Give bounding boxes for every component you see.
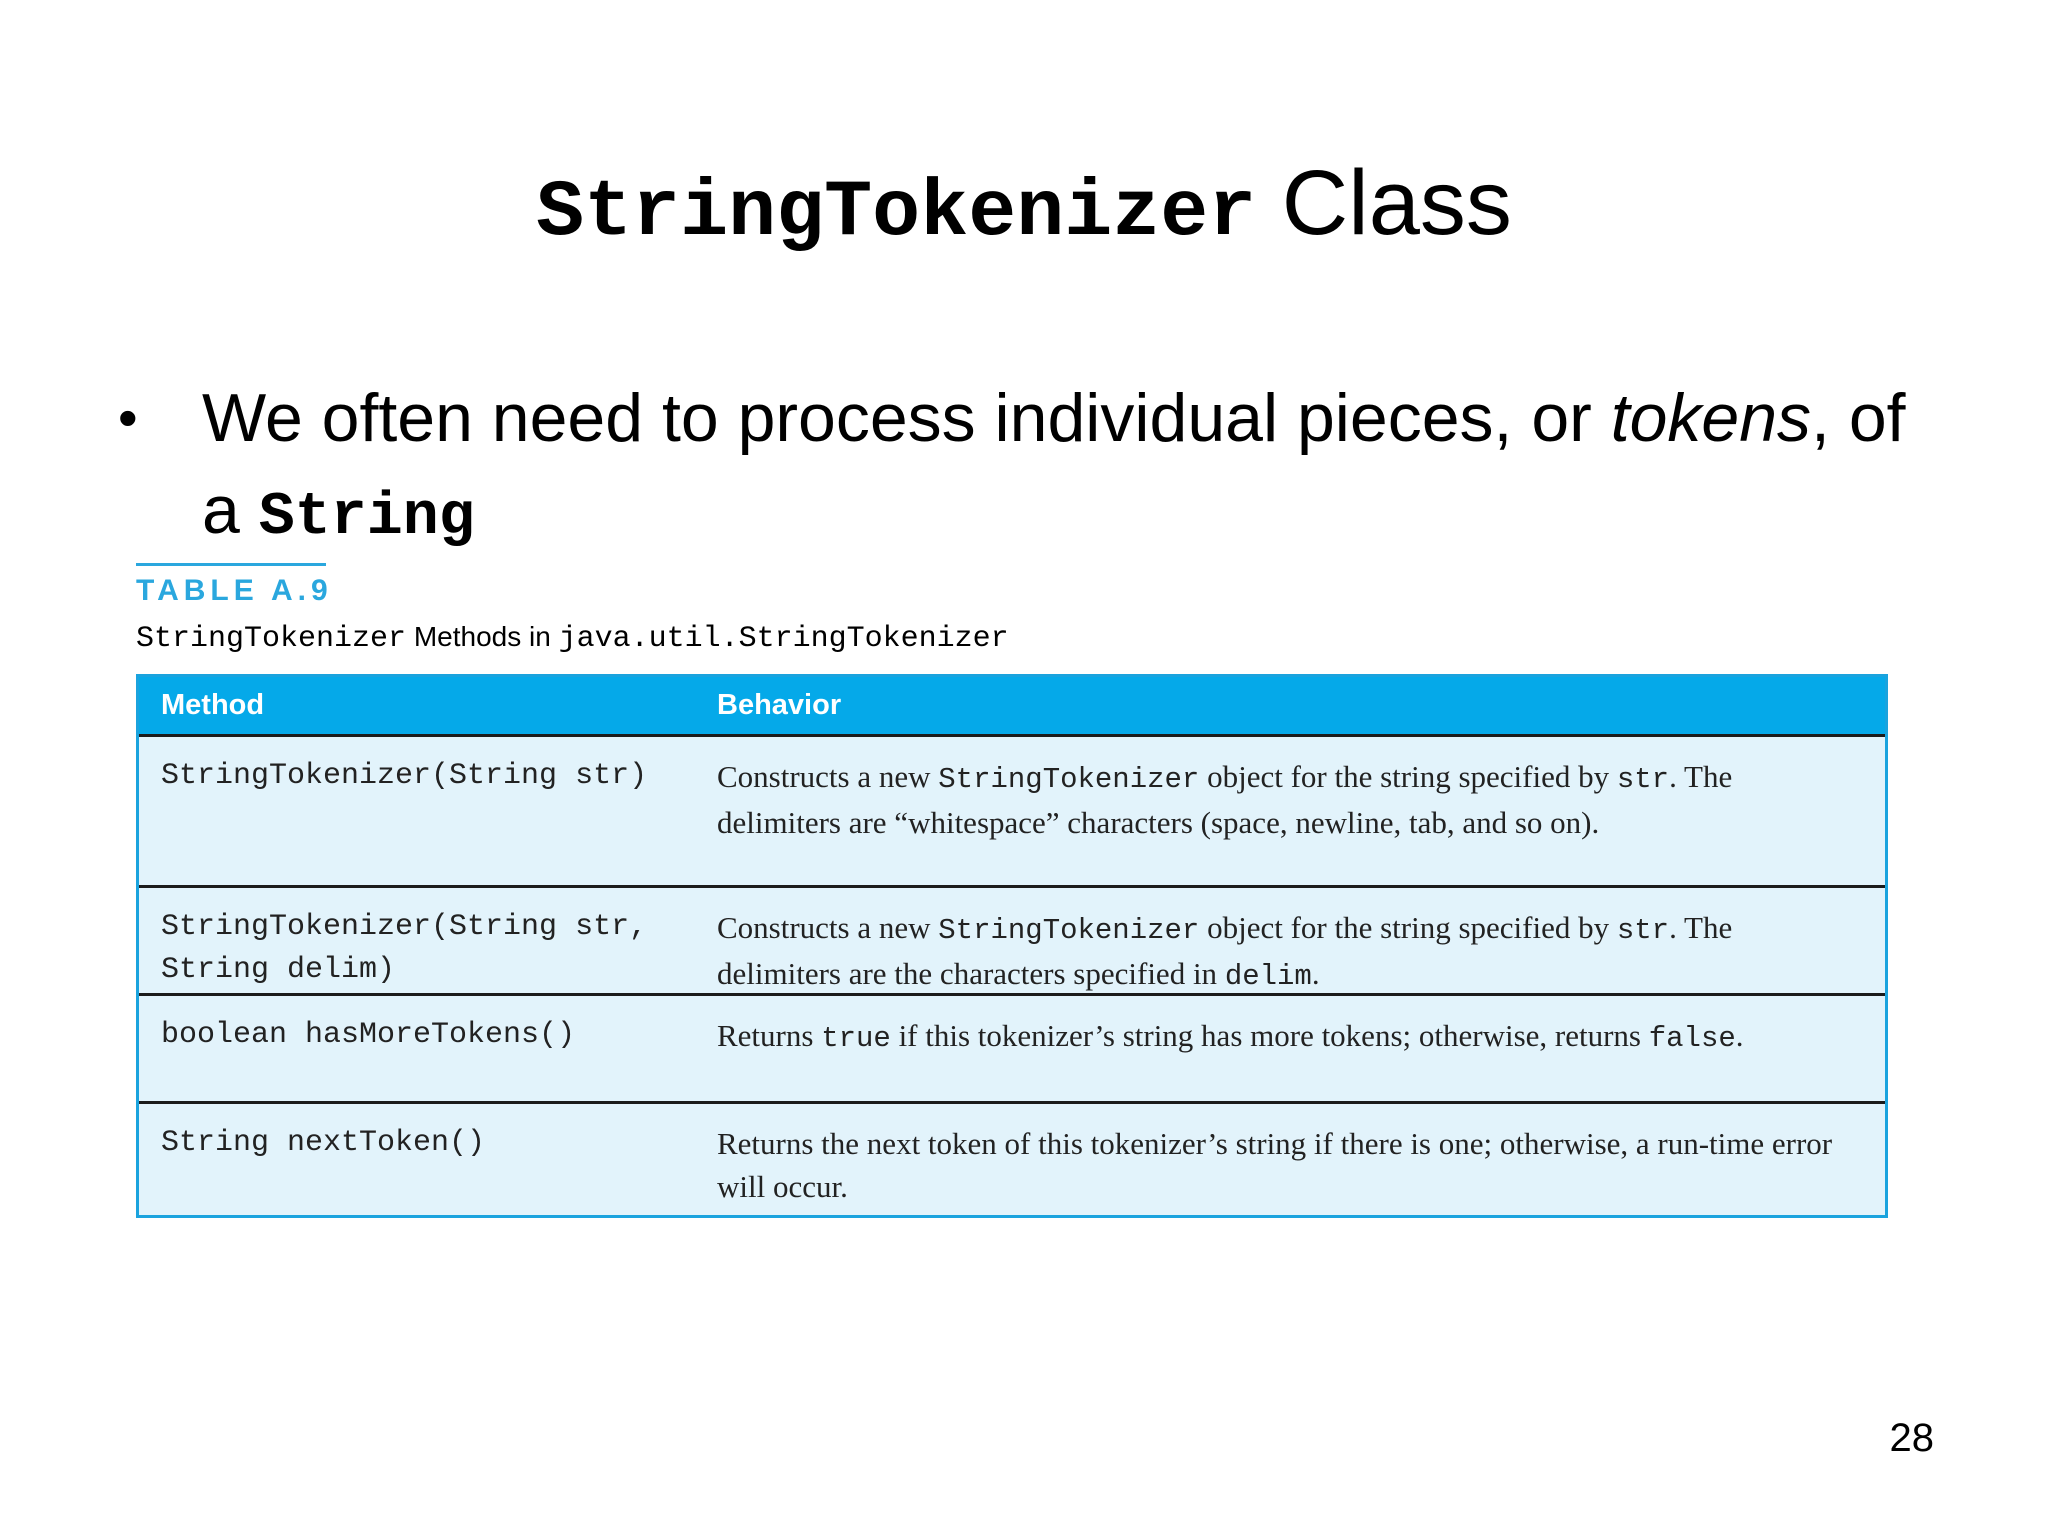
method-cell: StringTokenizer(String str, String delim) <box>161 910 648 987</box>
behavior-text: . <box>1735 1018 1744 1053</box>
bullet-text <box>202 372 1962 564</box>
behavior-text: object for the string specified by <box>1199 759 1617 794</box>
table-caption-code-1: StringTokenizer <box>136 622 407 656</box>
bullet-text-part2: , of a <box>202 380 1906 548</box>
behavior-cell <box>717 996 1885 1101</box>
table-caption <box>136 617 1009 659</box>
methods-table <box>136 674 1888 1218</box>
behavior-code: StringTokenizer <box>938 914 1200 947</box>
behavior-code: str <box>1616 914 1670 947</box>
slide-title-text: Class <box>1256 152 1512 254</box>
method-cell: String nextToken() <box>161 1126 486 1160</box>
behavior-text: . The delimiters are the characters specified in <box>717 910 1733 991</box>
behavior-cell <box>717 737 1885 885</box>
behavior-text: Returns <box>717 1018 822 1053</box>
behavior-code: true <box>821 1022 891 1055</box>
behavior-text: object for the string specified by <box>1199 910 1617 945</box>
table-row <box>139 1101 1885 1215</box>
behavior-text: Constructs a new <box>717 910 939 945</box>
bullet-text-italic: tokens <box>1610 380 1812 456</box>
behavior-code: false <box>1648 1022 1736 1055</box>
behavior-text: if this tokenizer’s string has more tokens; otherwise, returns <box>890 1018 1649 1053</box>
table-row <box>139 993 1885 1101</box>
behavior-code: delim <box>1224 960 1312 993</box>
table-row <box>139 734 1885 885</box>
table-caption-text: Methods in <box>406 621 559 652</box>
behavior-code: str <box>1616 763 1670 796</box>
behavior-text: Constructs a new <box>717 759 939 794</box>
page-number: 28 <box>1889 1416 1934 1460</box>
table-label-rule <box>136 563 326 566</box>
method-cell: StringTokenizer(String str) <box>161 759 648 793</box>
slide-title-code: StringTokenizer <box>536 168 1257 259</box>
behavior-cell <box>717 888 1885 993</box>
table-header-method: Method <box>161 689 265 721</box>
table-label: TABLE A.9 <box>136 574 333 607</box>
method-cell: boolean hasMoreTokens() <box>161 1018 576 1052</box>
slide-title <box>0 148 2048 269</box>
bullet-text-code: String <box>258 484 475 552</box>
table-row <box>139 885 1885 993</box>
bullet-dot-icon: • <box>118 386 138 449</box>
behavior-code: StringTokenizer <box>938 763 1200 796</box>
bullet-text-part1: We often need to process individual pieces, or <box>202 380 1611 456</box>
behavior-text: . The delimiters are “whitespace” characters (space, newline, tab, and so on). <box>717 759 1733 840</box>
behavior-text: . <box>1311 956 1320 991</box>
table-caption-code-2: java.util.StringTokenizer <box>558 622 1009 656</box>
behavior-cell <box>717 1104 1885 1215</box>
table-header-behavior: Behavior <box>717 689 842 721</box>
table-header-row <box>139 677 1885 734</box>
behavior-text: Returns the next token of this tokenizer’s string if there is one; otherwise, a run-time error will occur. <box>717 1126 1833 1204</box>
